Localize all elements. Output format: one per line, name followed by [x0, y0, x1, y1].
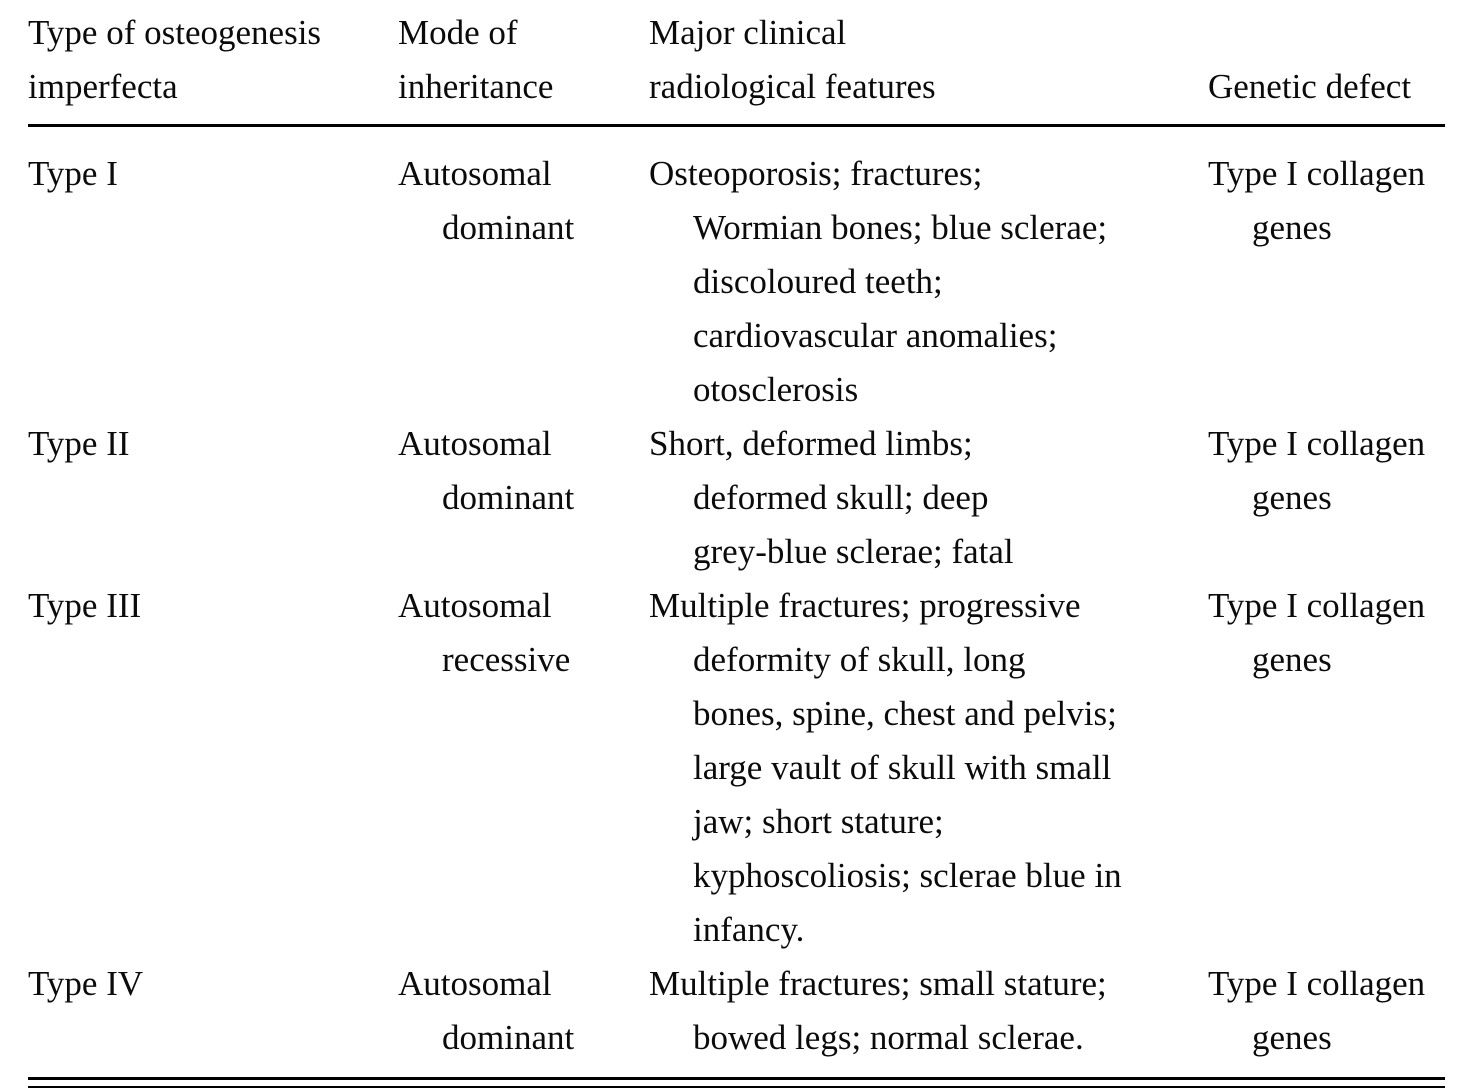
header-cell-type [28, 6, 398, 114]
cell-type [28, 417, 398, 471]
cell-type [28, 957, 398, 1011]
cell-defect [1208, 147, 1445, 255]
table-row-type-i [28, 127, 1445, 417]
cell-inheritance [398, 417, 649, 525]
cell-line: large vault of skull with small [693, 748, 1112, 787]
cell-line: discoloured teeth; [693, 262, 943, 301]
header-line: Mode of [398, 13, 518, 52]
cell-line: Autosomal [398, 586, 552, 625]
header-line: Major clinical [649, 13, 847, 52]
header-cell-defect [1208, 60, 1445, 114]
cell-features [649, 957, 1208, 1065]
cell-line: genes [1252, 478, 1332, 517]
table-bottom-rule [28, 1077, 1445, 1088]
header-line: inheritance [398, 67, 554, 106]
cell-line: Type I collagen [1208, 964, 1426, 1003]
cell-line: Multiple fractures; small stature; [649, 964, 1107, 1003]
cell-features [649, 579, 1208, 957]
cell-line: Type I [28, 154, 118, 193]
cell-line: bones, spine, chest and pelvis; [693, 694, 1117, 733]
cell-line: Type I collagen [1208, 424, 1426, 463]
header-cell-features [649, 6, 1208, 114]
cell-line: recessive [442, 640, 571, 679]
cell-line: Wormian bones; blue sclerae; [693, 208, 1108, 247]
header-line: Type of osteogenesis [28, 13, 322, 52]
cell-line: genes [1252, 1018, 1332, 1057]
cell-line: genes [1252, 640, 1332, 679]
table-row-type-iii [28, 579, 1445, 957]
cell-inheritance [398, 579, 649, 687]
cell-line: dominant [442, 1018, 575, 1057]
cell-line: deformed skull; deep [693, 478, 989, 517]
cell-line: Short, deformed limbs; [649, 424, 973, 463]
cell-line: deformity of skull, long [693, 640, 1026, 679]
header-line: radiological features [649, 67, 936, 106]
cell-line: dominant [442, 208, 575, 247]
header-line: imperfecta [28, 67, 178, 106]
cell-type [28, 579, 398, 633]
cell-defect [1208, 579, 1445, 687]
cell-features [649, 417, 1208, 579]
cell-line: Type III [28, 586, 142, 625]
cell-line: cardiovascular anomalies; [693, 316, 1058, 355]
cell-line: dominant [442, 478, 575, 517]
header-cell-inheritance [398, 6, 649, 114]
cell-features [649, 147, 1208, 417]
cell-line: infancy. [693, 910, 805, 949]
cell-line: jaw; short stature; [693, 802, 944, 841]
cell-line: Multiple fractures; progressive [649, 586, 1081, 625]
cell-defect [1208, 417, 1445, 525]
table-row-type-ii [28, 417, 1445, 579]
cell-inheritance [398, 957, 649, 1065]
cell-line: Autosomal [398, 424, 552, 463]
cell-line: Type I collagen [1208, 154, 1426, 193]
cell-line: bowed legs; normal sclerae. [693, 1018, 1084, 1057]
cell-line: Osteoporosis; fractures; [649, 154, 983, 193]
cell-line: genes [1252, 208, 1332, 247]
cell-line: Autosomal [398, 154, 552, 193]
cell-line: Type I collagen [1208, 586, 1426, 625]
header-line: Genetic defect [1208, 67, 1412, 106]
cell-inheritance [398, 147, 649, 255]
cell-line: Type II [28, 424, 130, 463]
cell-line: Autosomal [398, 964, 552, 1003]
cell-defect [1208, 957, 1445, 1065]
table-row-type-iv [28, 957, 1445, 1065]
cell-line: kyphoscoliosis; sclerae blue in [693, 856, 1122, 895]
cell-line: grey-blue sclerae; fatal [693, 532, 1014, 571]
cell-line: otosclerosis [693, 370, 859, 409]
table-header-row [28, 6, 1445, 127]
cell-type [28, 147, 398, 201]
cell-line: Type IV [28, 964, 144, 1003]
